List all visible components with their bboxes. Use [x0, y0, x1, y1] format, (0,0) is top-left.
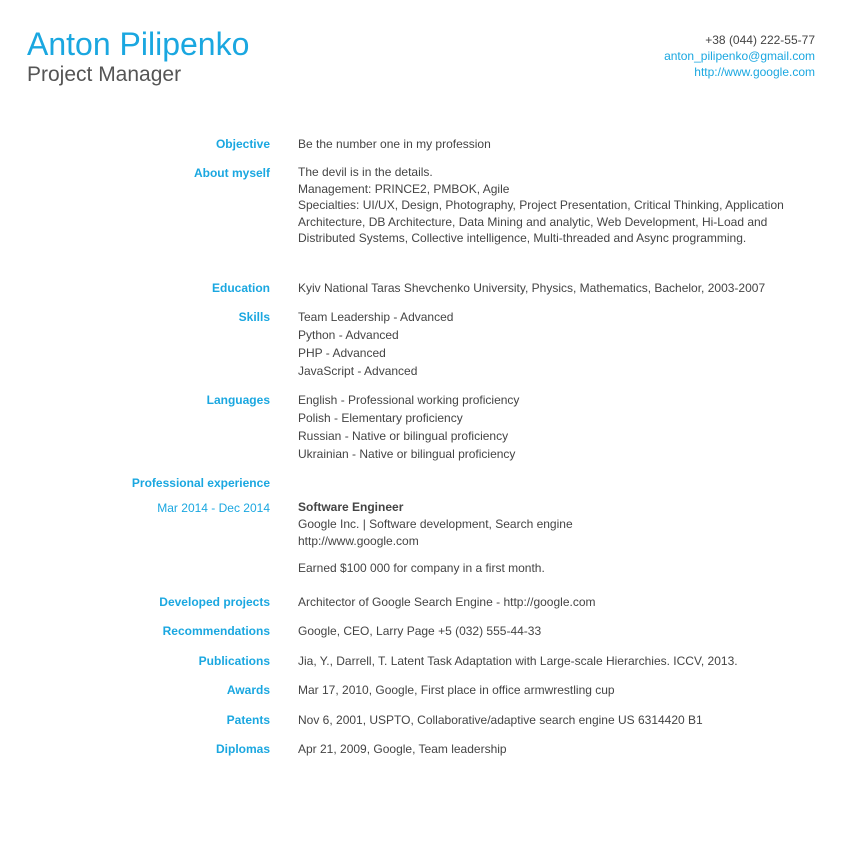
- list-item: PHP - Advanced: [298, 346, 386, 360]
- section-label-patents: Patents: [226, 713, 270, 727]
- resume-header: [27, 26, 815, 96]
- experience-note: Earned $100 000 for company in a first month.: [298, 561, 545, 575]
- about-content: [298, 164, 798, 247]
- projects-text: Architector of Google Search Engine - http://google.com: [298, 595, 596, 609]
- experience-company: Google Inc. | Software development, Search engine: [298, 517, 573, 531]
- section-label-awards: Awards: [226, 683, 270, 697]
- diplomas-text: Apr 21, 2009, Google, Team leadership: [298, 742, 507, 756]
- list-item: JavaScript - Advanced: [298, 364, 418, 378]
- website-link[interactable]: http://www.google.com: [694, 65, 815, 79]
- phone-number: +38 (044) 222-55-77: [705, 33, 815, 47]
- awards-text: Mar 17, 2010, Google, First place in office armwrestling cup: [298, 683, 615, 697]
- experience-period: Mar 2014 - Dec 2014: [157, 501, 270, 515]
- about-line: Management: PRINCE2, PMBOK, Agile: [298, 181, 510, 196]
- section-label-recommendations: Recommendations: [162, 624, 270, 638]
- education-text: Kyiv National Taras Shevchenko University, Physics, Mathematics, Bachelor, 2003-2007: [298, 281, 766, 295]
- skills-list: [298, 308, 798, 380]
- section-label-objective: Objective: [215, 137, 270, 151]
- experience-position: Software Engineer: [298, 500, 404, 514]
- experience-url: http://www.google.com: [298, 534, 419, 548]
- section-label-projects: Developed projects: [159, 595, 270, 609]
- section-label-experience: Professional experience: [131, 476, 270, 490]
- contact-block: [664, 32, 815, 80]
- patents-text: Nov 6, 2001, USPTO, Collaborative/adaptive search engine US 6314420 B1: [298, 713, 703, 727]
- person-name: Anton Pilipenko: [27, 26, 250, 62]
- about-line: The devil is in the details.: [298, 165, 433, 179]
- publications-text: Jia, Y., Darrell, T. Latent Task Adaptation with Large-scale Hierarchies. ICCV, 2013.: [298, 654, 738, 668]
- section-label-publications: Publications: [198, 654, 270, 668]
- email-link[interactable]: anton_pilipenko@gmail.com: [664, 49, 815, 63]
- job-title: Project Manager: [27, 63, 182, 86]
- list-item: Team Leadership - Advanced: [298, 310, 454, 324]
- list-item: Python - Advanced: [298, 328, 399, 342]
- section-label-languages: Languages: [206, 393, 270, 407]
- list-item: Ukrainian - Native or bilingual proficiency: [298, 447, 516, 461]
- list-item: Russian - Native or bilingual proficiency: [298, 429, 509, 443]
- objective-text: Be the number one in my profession: [298, 137, 491, 151]
- list-item: English - Professional working proficiency: [298, 393, 520, 407]
- list-item: Polish - Elementary proficiency: [298, 411, 463, 425]
- spacer: [298, 550, 798, 560]
- recommendations-text: Google, CEO, Larry Page +5 (032) 555-44-33: [298, 624, 542, 638]
- about-line: Specialties: UI/UX, Design, Photography, Project Presentation, Critical Thinking, Application Architecture, DB Architecture, Data Mining and analytic, Web Development, Hi-Load and Distributed Systems, Collective intelligence, Multi-threaded and Async programming.: [298, 198, 784, 245]
- section-label-about: About myself: [193, 166, 270, 180]
- section-label-skills: Skills: [238, 310, 270, 324]
- section-label-diplomas: Diplomas: [215, 742, 270, 756]
- languages-list: [298, 391, 798, 463]
- experience-details: [298, 499, 798, 577]
- section-label-education: Education: [211, 281, 270, 295]
